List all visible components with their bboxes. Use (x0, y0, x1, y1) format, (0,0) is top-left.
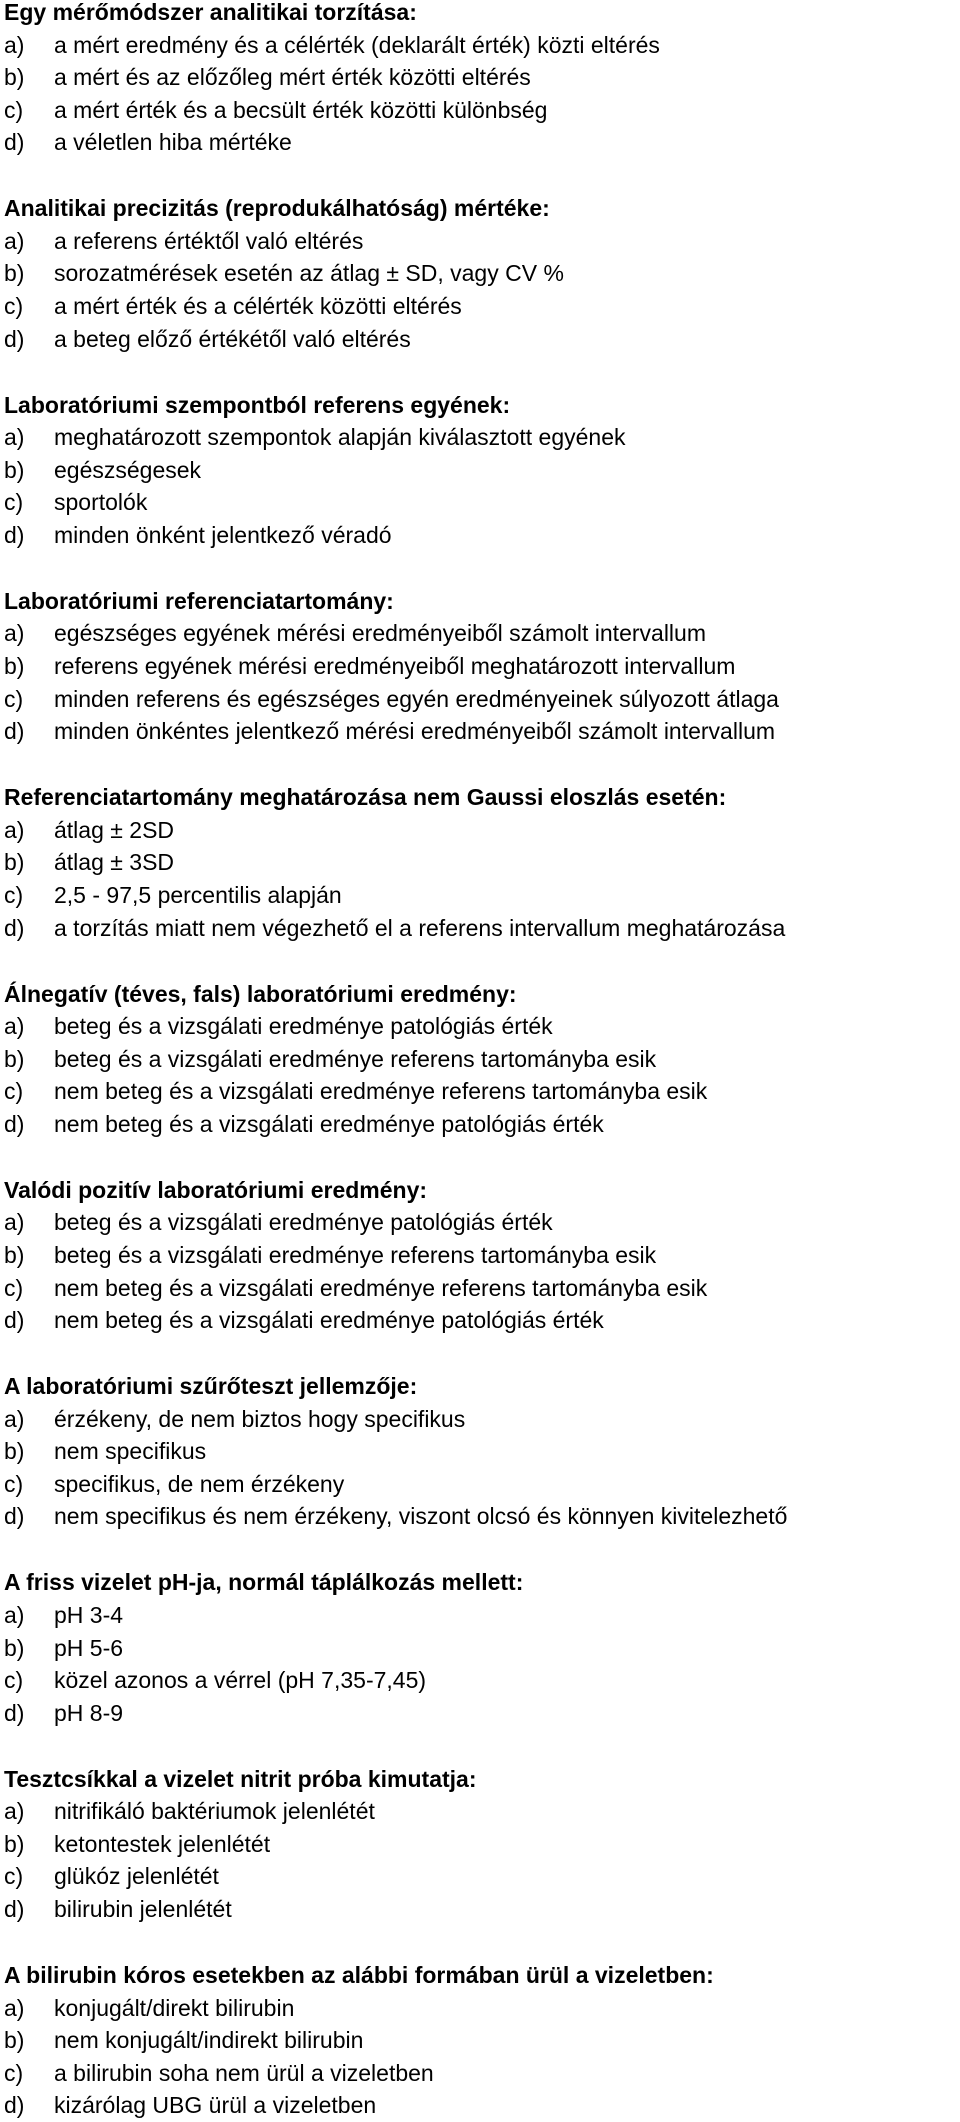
option-letter: d) (4, 1699, 25, 1726)
option-text: sorozatmérések esetén az átlag ± SD, vagy CV % (54, 260, 564, 287)
option-list (0, 617, 960, 747)
answer-option-d (0, 1500, 960, 1533)
option-text: átlag ± 2SD (54, 816, 175, 843)
option-letter: b) (4, 849, 25, 876)
answer-option-a (0, 617, 960, 650)
option-list (0, 1795, 960, 1925)
answer-option-d (0, 126, 960, 159)
answer-option-b (0, 1828, 960, 1861)
question-title: Referenciatartomány meghatározása nem Gaussi eloszlás esetén: (4, 784, 727, 811)
answer-option-b (0, 1435, 960, 1468)
option-text: minden önkéntes jelentkező mérési eredményeiből számolt intervallum (54, 718, 776, 745)
option-text: beteg és a vizsgálati eredménye referens tartományba esik (54, 1241, 657, 1268)
option-text: nitrifikáló baktériumok jelenlétét (54, 1798, 375, 1825)
option-text: minden önként jelentkező véradó (54, 521, 392, 548)
option-letter: d) (4, 1896, 25, 1923)
question-title: Analitikai precizitás (reprodukálhatóság) mértéke: (4, 195, 550, 222)
answer-option-c (0, 486, 960, 519)
question-title: Valódi pozitív laboratóriumi eredmény: (4, 1176, 428, 1203)
option-letter: a) (4, 227, 25, 254)
option-text: ketontestek jelenlétét (54, 1830, 271, 1857)
option-letter: c) (4, 1078, 24, 1105)
answer-option-b (0, 257, 960, 290)
option-letter: b) (4, 653, 25, 680)
option-text: 2,5 - 97,5 percentilis alapján (54, 881, 342, 908)
option-letter: d) (4, 129, 25, 156)
option-letter: c) (4, 685, 24, 712)
question-block-7 (0, 1174, 960, 1337)
option-text: érzékeny, de nem biztos hogy specifikus (54, 1405, 466, 1432)
question-block-8 (0, 1370, 960, 1533)
option-text: a mért érték és a célérték közötti eltérés (54, 293, 462, 320)
answer-option-c (0, 1860, 960, 1893)
answer-option-d (0, 1893, 960, 1926)
answer-option-a (0, 1206, 960, 1239)
option-text: a mért eredmény és a célérték (deklarált érték) közti eltérés (54, 31, 660, 58)
question-block-5 (0, 781, 960, 944)
option-letter: c) (4, 1667, 24, 1694)
option-text: a referens értéktől való eltérés (54, 227, 364, 254)
option-text: a beteg előző értékétől való eltérés (54, 325, 411, 352)
option-letter: a) (4, 31, 25, 58)
option-letter: b) (4, 2027, 25, 2054)
option-text: pH 5-6 (54, 1634, 124, 1661)
option-text: kizárólag UBG ürül a vizeletben (54, 2092, 377, 2119)
option-letter: c) (4, 1274, 24, 1301)
question-block-3 (0, 389, 960, 552)
answer-option-a (0, 421, 960, 454)
answer-option-d (0, 912, 960, 945)
option-letter: a) (4, 1209, 25, 1236)
answer-option-a (0, 1599, 960, 1632)
answer-option-d (0, 2089, 960, 2122)
option-list (0, 1599, 960, 1729)
option-text: konjugált/direkt bilirubin (54, 1994, 295, 2021)
answer-option-a (0, 1403, 960, 1436)
answer-option-b (0, 846, 960, 879)
option-letter: b) (4, 260, 25, 287)
answer-option-b (0, 454, 960, 487)
answer-option-a (0, 1010, 960, 1043)
answer-option-b (0, 1239, 960, 1272)
option-list (0, 1010, 960, 1140)
option-letter: b) (4, 1045, 25, 1072)
option-text: bilirubin jelenlétét (54, 1896, 232, 1923)
option-list (0, 814, 960, 944)
answer-option-c (0, 879, 960, 912)
answer-option-d (0, 715, 960, 748)
option-text: közel azonos a vérrel (pH 7,35-7,45) (54, 1667, 427, 1694)
answer-option-a (0, 1992, 960, 2025)
option-letter: b) (4, 1438, 25, 1465)
answer-option-d (0, 519, 960, 552)
option-text: a véletlen hiba mértéke (54, 129, 292, 156)
answer-option-c (0, 1664, 960, 1697)
answer-option-d (0, 1697, 960, 1730)
answer-option-c (0, 1272, 960, 1305)
option-letter: d) (4, 325, 25, 352)
option-letter: d) (4, 521, 25, 548)
option-letter: d) (4, 2092, 25, 2119)
option-text: átlag ± 3SD (54, 849, 175, 876)
question-block-6 (0, 978, 960, 1141)
option-letter: c) (4, 881, 24, 908)
option-text: egészségesek (54, 456, 202, 483)
option-letter: a) (4, 1405, 25, 1432)
answer-option-c (0, 290, 960, 323)
option-letter: c) (4, 1470, 24, 1497)
question-title: Tesztcsíkkal a vizelet nitrit próba kimutatja: (4, 1765, 477, 1792)
answer-option-c (0, 94, 960, 127)
option-list (0, 421, 960, 551)
question-title: A laboratóriumi szűrőteszt jellemzője: (4, 1373, 418, 1400)
option-text: a torzítás miatt nem végezhető el a referens intervallum meghatározása (54, 914, 786, 941)
question-title: A bilirubin kóros esetekben az alábbi formában ürül a vizeletben: (4, 1962, 714, 1988)
option-letter: b) (4, 1241, 25, 1268)
question-block-1 (0, 0, 960, 159)
option-text: nem specifikus (54, 1438, 207, 1465)
option-text: pH 8-9 (54, 1699, 124, 1726)
option-letter: a) (4, 620, 25, 647)
option-text: nem beteg és a vizsgálati eredménye patológiás érték (54, 1307, 604, 1334)
option-letter: a) (4, 1013, 25, 1040)
answer-option-a (0, 225, 960, 258)
question-title: Laboratóriumi referenciatartomány: (4, 587, 394, 614)
option-letter: a) (4, 1994, 25, 2021)
option-text: a mért érték és a becsült érték közötti különbség (54, 96, 548, 123)
option-text: nem beteg és a vizsgálati eredménye referens tartományba esik (54, 1078, 708, 1105)
option-text: beteg és a vizsgálati eredménye referens tartományba esik (54, 1045, 657, 1072)
answer-option-a (0, 1795, 960, 1828)
option-text: nem konjugált/indirekt bilirubin (54, 2027, 364, 2054)
question-title: Egy mérőmódszer analitikai torzítása: (4, 0, 417, 25)
answer-option-c (0, 1075, 960, 1108)
question-block-4 (0, 585, 960, 748)
question-title: A friss vizelet pH-ja, normál táplálkozás mellett: (4, 1569, 524, 1596)
option-letter: d) (4, 1503, 25, 1530)
answer-option-a (0, 814, 960, 847)
answer-option-d (0, 1108, 960, 1141)
option-letter: d) (4, 914, 25, 941)
answer-option-b (0, 61, 960, 94)
answer-option-b (0, 1632, 960, 1665)
answer-option-d (0, 323, 960, 356)
option-list (0, 1206, 960, 1336)
option-text: beteg és a vizsgálati eredménye patológiás érték (54, 1013, 553, 1040)
option-letter: a) (4, 1601, 25, 1628)
option-text: nem beteg és a vizsgálati eredménye patológiás érték (54, 1110, 604, 1137)
answer-option-c (0, 683, 960, 716)
option-text: a bilirubin soha nem ürül a vizeletben (54, 2059, 434, 2086)
answer-option-b (0, 2024, 960, 2057)
option-letter: c) (4, 96, 24, 123)
option-text: nem specifikus és nem érzékeny, viszont olcsó és könnyen kivitelezhető (54, 1503, 788, 1530)
option-list (0, 29, 960, 159)
question-title: Laboratóriumi szempontból referens egyének: (4, 391, 511, 418)
question-title: Álnegatív (téves, fals) laboratóriumi eredmény: (4, 980, 517, 1007)
answer-option-c (0, 1468, 960, 1501)
option-text: egészséges egyének mérési eredményeiből számolt intervallum (54, 620, 706, 647)
option-letter: a) (4, 424, 25, 451)
option-letter: b) (4, 1830, 25, 1857)
option-list (0, 225, 960, 355)
option-letter: c) (4, 293, 24, 320)
option-letter: b) (4, 1634, 25, 1661)
question-block-9 (0, 1566, 960, 1729)
option-letter: d) (4, 718, 25, 745)
option-text: meghatározott szempontok alapján kiválasztott egyének (54, 424, 626, 451)
question-block-11 (0, 1959, 960, 2122)
answer-option-b (0, 1043, 960, 1076)
option-list (0, 1992, 960, 2122)
question-block-2 (0, 192, 960, 355)
option-list (0, 1403, 960, 1533)
option-text: glükóz jelenlétét (54, 1863, 219, 1890)
option-letter: c) (4, 2059, 24, 2086)
option-letter: d) (4, 1307, 25, 1334)
option-text: nem beteg és a vizsgálati eredménye referens tartományba esik (54, 1274, 708, 1301)
answer-option-b (0, 650, 960, 683)
option-text: referens egyének mérési eredményeiből meghatározott intervallum (54, 653, 736, 680)
question-block-10 (0, 1763, 960, 1926)
answer-option-c (0, 2057, 960, 2090)
option-text: specifikus, de nem érzékeny (54, 1470, 345, 1497)
option-text: minden referens és egészséges egyén eredményeinek súlyozott átlaga (54, 685, 779, 712)
option-letter: b) (4, 456, 25, 483)
option-letter: a) (4, 816, 25, 843)
option-letter: c) (4, 1863, 24, 1890)
option-letter: c) (4, 489, 24, 516)
option-letter: b) (4, 64, 25, 91)
answer-option-a (0, 29, 960, 62)
option-text: beteg és a vizsgálati eredménye patológiás érték (54, 1209, 553, 1236)
option-text: a mért és az előzőleg mért érték közötti eltérés (54, 64, 531, 91)
answer-option-d (0, 1304, 960, 1337)
option-text: sportolók (54, 489, 148, 516)
option-text: pH 3-4 (54, 1601, 124, 1628)
option-letter: d) (4, 1110, 25, 1137)
option-letter: a) (4, 1798, 25, 1825)
